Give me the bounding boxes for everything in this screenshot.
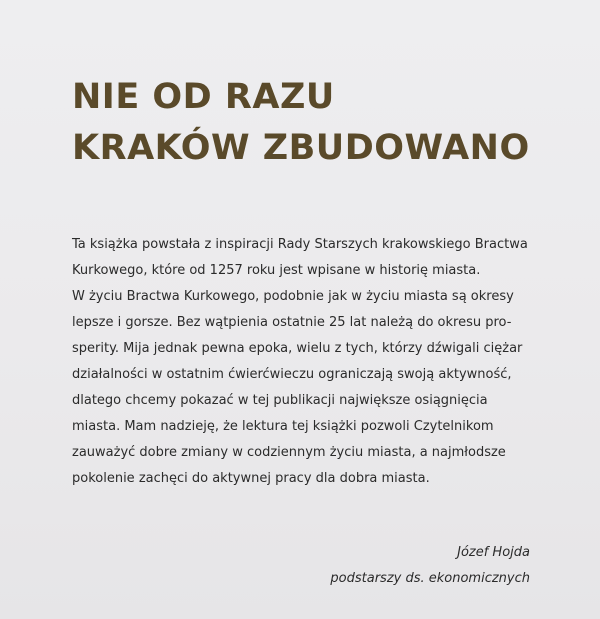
title-line: NIE OD RAZU [72, 77, 335, 117]
body-line: zauważyć dobre zmiany w codziennym życiu miasta, a najmłodsze [72, 445, 506, 460]
title-line: KRAKÓW ZBUDOWANO [72, 128, 530, 168]
body-line: W życiu Bractwa Kurkowego, podobnie jak w życiu miasta są okresy [72, 289, 514, 304]
body-line: miasta. Mam nadzieję, że lektura tej książki pozwoli Czytelnikom [72, 419, 494, 434]
body-line: sperity. Mija jednak pewna epoka, wielu z tych, którzy dźwigali ciężar [72, 341, 523, 356]
page-title [72, 72, 530, 174]
body-line: dlatego chcemy pokazać w tej publikacji największe osiągnięcia [72, 393, 488, 408]
body-line: Kurkowego, które od 1257 roku jest wpisane w historię miasta. [72, 263, 481, 278]
signature-block [330, 540, 530, 592]
body-paragraph [72, 232, 542, 492]
signature-name: Józef Hojda [457, 545, 530, 560]
body-line: lepsze i gorsze. Bez wątpienia ostatnie 25 lat należą do okresu pro- [72, 315, 512, 330]
body-line: Ta książka powstała z inspiracji Rady Starszych krakowskiego Bractwa [72, 237, 528, 252]
signature-role: podstarszy ds. ekonomicznych [330, 571, 530, 586]
body-line: pokolenie zachęci do aktywnej pracy dla dobra miasta. [72, 471, 430, 486]
body-line: działalności w ostatnim ćwierćwieczu ograniczają swoją aktywność, [72, 367, 512, 382]
